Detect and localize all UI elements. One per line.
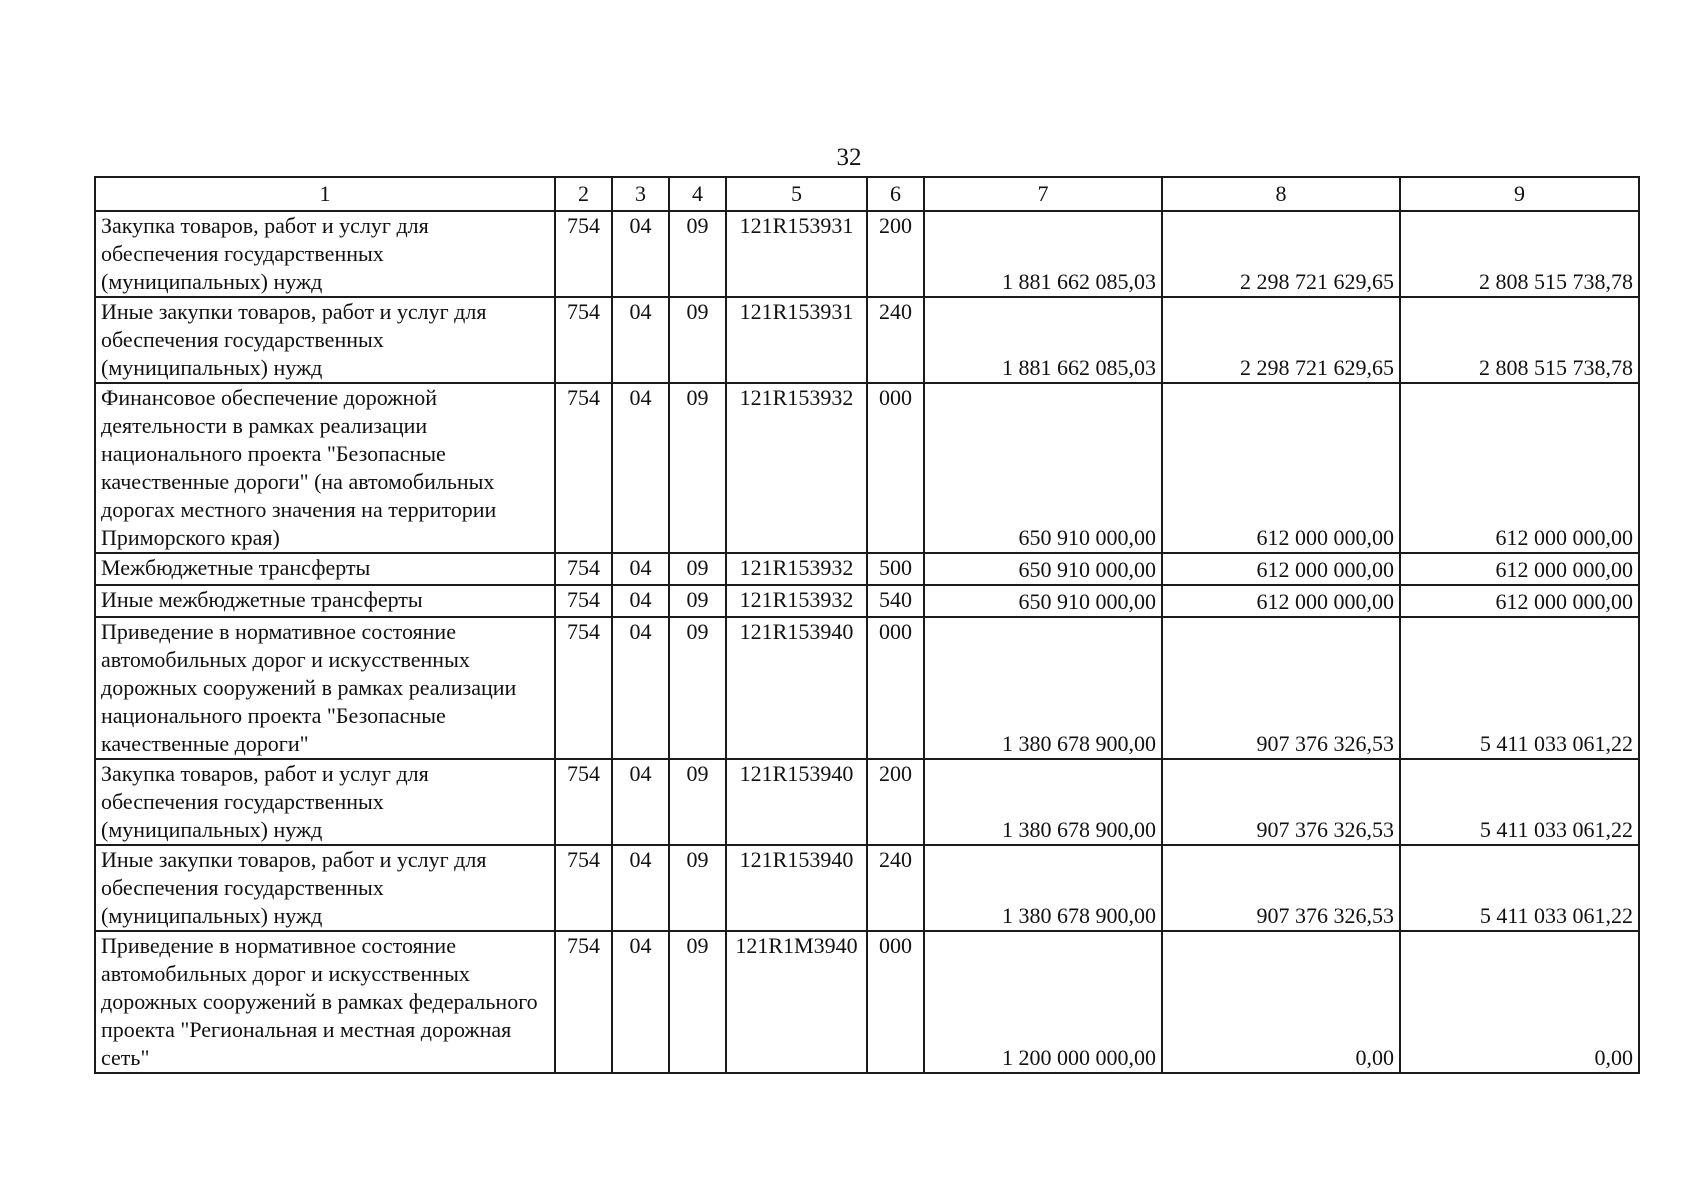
amount-col-9: 5 411 033 061,22 — [1400, 759, 1639, 845]
amount-col-8: 612 000 000,00 — [1162, 585, 1400, 617]
amount-col-7: 1 200 000 000,00 — [924, 931, 1162, 1073]
column-header: 5 — [726, 177, 867, 211]
target-article-code: 121R153931 — [726, 297, 867, 383]
table-row — [95, 585, 1639, 617]
section-code: 04 — [612, 553, 669, 585]
expense-type-code: 540 — [867, 585, 924, 617]
subsection-code: 09 — [669, 297, 726, 383]
subsection-code: 09 — [669, 553, 726, 585]
target-article-code: 121R153940 — [726, 845, 867, 931]
expense-type-code: 500 — [867, 553, 924, 585]
subsection-code: 09 — [669, 211, 726, 297]
table-row — [95, 617, 1639, 759]
column-header: 6 — [867, 177, 924, 211]
amount-col-7: 650 910 000,00 — [924, 383, 1162, 553]
ministry-code: 754 — [555, 845, 612, 931]
subsection-code: 09 — [669, 759, 726, 845]
table-row — [95, 845, 1639, 931]
subsection-code: 09 — [669, 383, 726, 553]
amount-col-7: 1 380 678 900,00 — [924, 759, 1162, 845]
ministry-code: 754 — [555, 759, 612, 845]
amount-col-8: 0,00 — [1162, 931, 1400, 1073]
section-code: 04 — [612, 585, 669, 617]
section-code: 04 — [612, 383, 669, 553]
target-article-code: 121R153932 — [726, 383, 867, 553]
amount-col-7: 1 380 678 900,00 — [924, 617, 1162, 759]
row-name: Иные закупки товаров, работ и услуг для обеспечения государственных (муниципальных) нужд — [95, 297, 555, 383]
amount-col-9: 5 411 033 061,22 — [1400, 617, 1639, 759]
ministry-code: 754 — [555, 211, 612, 297]
column-header: 1 — [95, 177, 555, 211]
column-number-header-row — [95, 177, 1639, 211]
target-article-code: 121R153931 — [726, 211, 867, 297]
expense-type-code: 200 — [867, 759, 924, 845]
amount-col-8: 907 376 326,53 — [1162, 759, 1400, 845]
budget-table — [94, 176, 1640, 1074]
target-article-code: 121R153940 — [726, 759, 867, 845]
row-name: Иные закупки товаров, работ и услуг для обеспечения государственных (муниципальных) нужд — [95, 845, 555, 931]
ministry-code: 754 — [555, 585, 612, 617]
column-header: 7 — [924, 177, 1162, 211]
expense-type-code: 240 — [867, 297, 924, 383]
amount-col-8: 612 000 000,00 — [1162, 383, 1400, 553]
expense-type-code: 000 — [867, 931, 924, 1073]
amount-col-7: 650 910 000,00 — [924, 553, 1162, 585]
subsection-code: 09 — [669, 845, 726, 931]
amount-col-7: 1 380 678 900,00 — [924, 845, 1162, 931]
amount-col-9: 612 000 000,00 — [1400, 383, 1639, 553]
section-code: 04 — [612, 211, 669, 297]
amount-col-9: 612 000 000,00 — [1400, 585, 1639, 617]
column-header: 4 — [669, 177, 726, 211]
expense-type-code: 000 — [867, 617, 924, 759]
amount-col-8: 907 376 326,53 — [1162, 617, 1400, 759]
column-header: 8 — [1162, 177, 1400, 211]
column-header: 9 — [1400, 177, 1639, 211]
table-row — [95, 553, 1639, 585]
column-header: 2 — [555, 177, 612, 211]
ministry-code: 754 — [555, 297, 612, 383]
row-name: Закупка товаров, работ и услуг для обеспечения государственных (муниципальных) нужд — [95, 211, 555, 297]
row-name: Приведение в нормативное состояние автомобильных дорог и искусственных дорожных сооружений в рамках федерального проекта "Региональная и местная дорожная сеть" — [95, 931, 555, 1073]
target-article-code: 121R1M3940 — [726, 931, 867, 1073]
section-code: 04 — [612, 845, 669, 931]
amount-col-9: 2 808 515 738,78 — [1400, 211, 1639, 297]
amount-col-8: 2 298 721 629,65 — [1162, 211, 1400, 297]
ministry-code: 754 — [555, 553, 612, 585]
subsection-code: 09 — [669, 931, 726, 1073]
row-name: Иные межбюджетные трансферты — [95, 585, 555, 617]
amount-col-8: 907 376 326,53 — [1162, 845, 1400, 931]
column-header: 3 — [612, 177, 669, 211]
subsection-code: 09 — [669, 585, 726, 617]
section-code: 04 — [612, 617, 669, 759]
subsection-code: 09 — [669, 617, 726, 759]
amount-col-9: 0,00 — [1400, 931, 1639, 1073]
amount-col-7: 650 910 000,00 — [924, 585, 1162, 617]
expense-type-code: 000 — [867, 383, 924, 553]
section-code: 04 — [612, 297, 669, 383]
amount-col-8: 612 000 000,00 — [1162, 553, 1400, 585]
expense-type-code: 240 — [867, 845, 924, 931]
table-row — [95, 211, 1639, 297]
row-name: Закупка товаров, работ и услуг для обеспечения государственных (муниципальных) нужд — [95, 759, 555, 845]
table-row — [95, 297, 1639, 383]
amount-col-9: 2 808 515 738,78 — [1400, 297, 1639, 383]
row-name: Межбюджетные трансферты — [95, 553, 555, 585]
expense-type-code: 200 — [867, 211, 924, 297]
ministry-code: 754 — [555, 931, 612, 1073]
page-number: 32 — [836, 144, 862, 171]
table-row — [95, 383, 1639, 553]
table-row — [95, 931, 1639, 1073]
target-article-code: 121R153932 — [726, 553, 867, 585]
amount-col-7: 1 881 662 085,03 — [924, 297, 1162, 383]
section-code: 04 — [612, 759, 669, 845]
row-name: Финансовое обеспечение дорожной деятельности в рамках реализации национального проекта "Безопасные качественные дороги" (на автомобильных дорогах местного значения на территории Приморского края) — [95, 383, 555, 553]
amount-col-7: 1 881 662 085,03 — [924, 211, 1162, 297]
ministry-code: 754 — [555, 383, 612, 553]
target-article-code: 121R153932 — [726, 585, 867, 617]
amount-col-9: 612 000 000,00 — [1400, 553, 1639, 585]
table-row — [95, 759, 1639, 845]
ministry-code: 754 — [555, 617, 612, 759]
amount-col-8: 2 298 721 629,65 — [1162, 297, 1400, 383]
row-name: Приведение в нормативное состояние автомобильных дорог и искусственных дорожных сооружений в рамках реализации национального проекта "Безопасные качественные дороги" — [95, 617, 555, 759]
section-code: 04 — [612, 931, 669, 1073]
target-article-code: 121R153940 — [726, 617, 867, 759]
amount-col-9: 5 411 033 061,22 — [1400, 845, 1639, 931]
